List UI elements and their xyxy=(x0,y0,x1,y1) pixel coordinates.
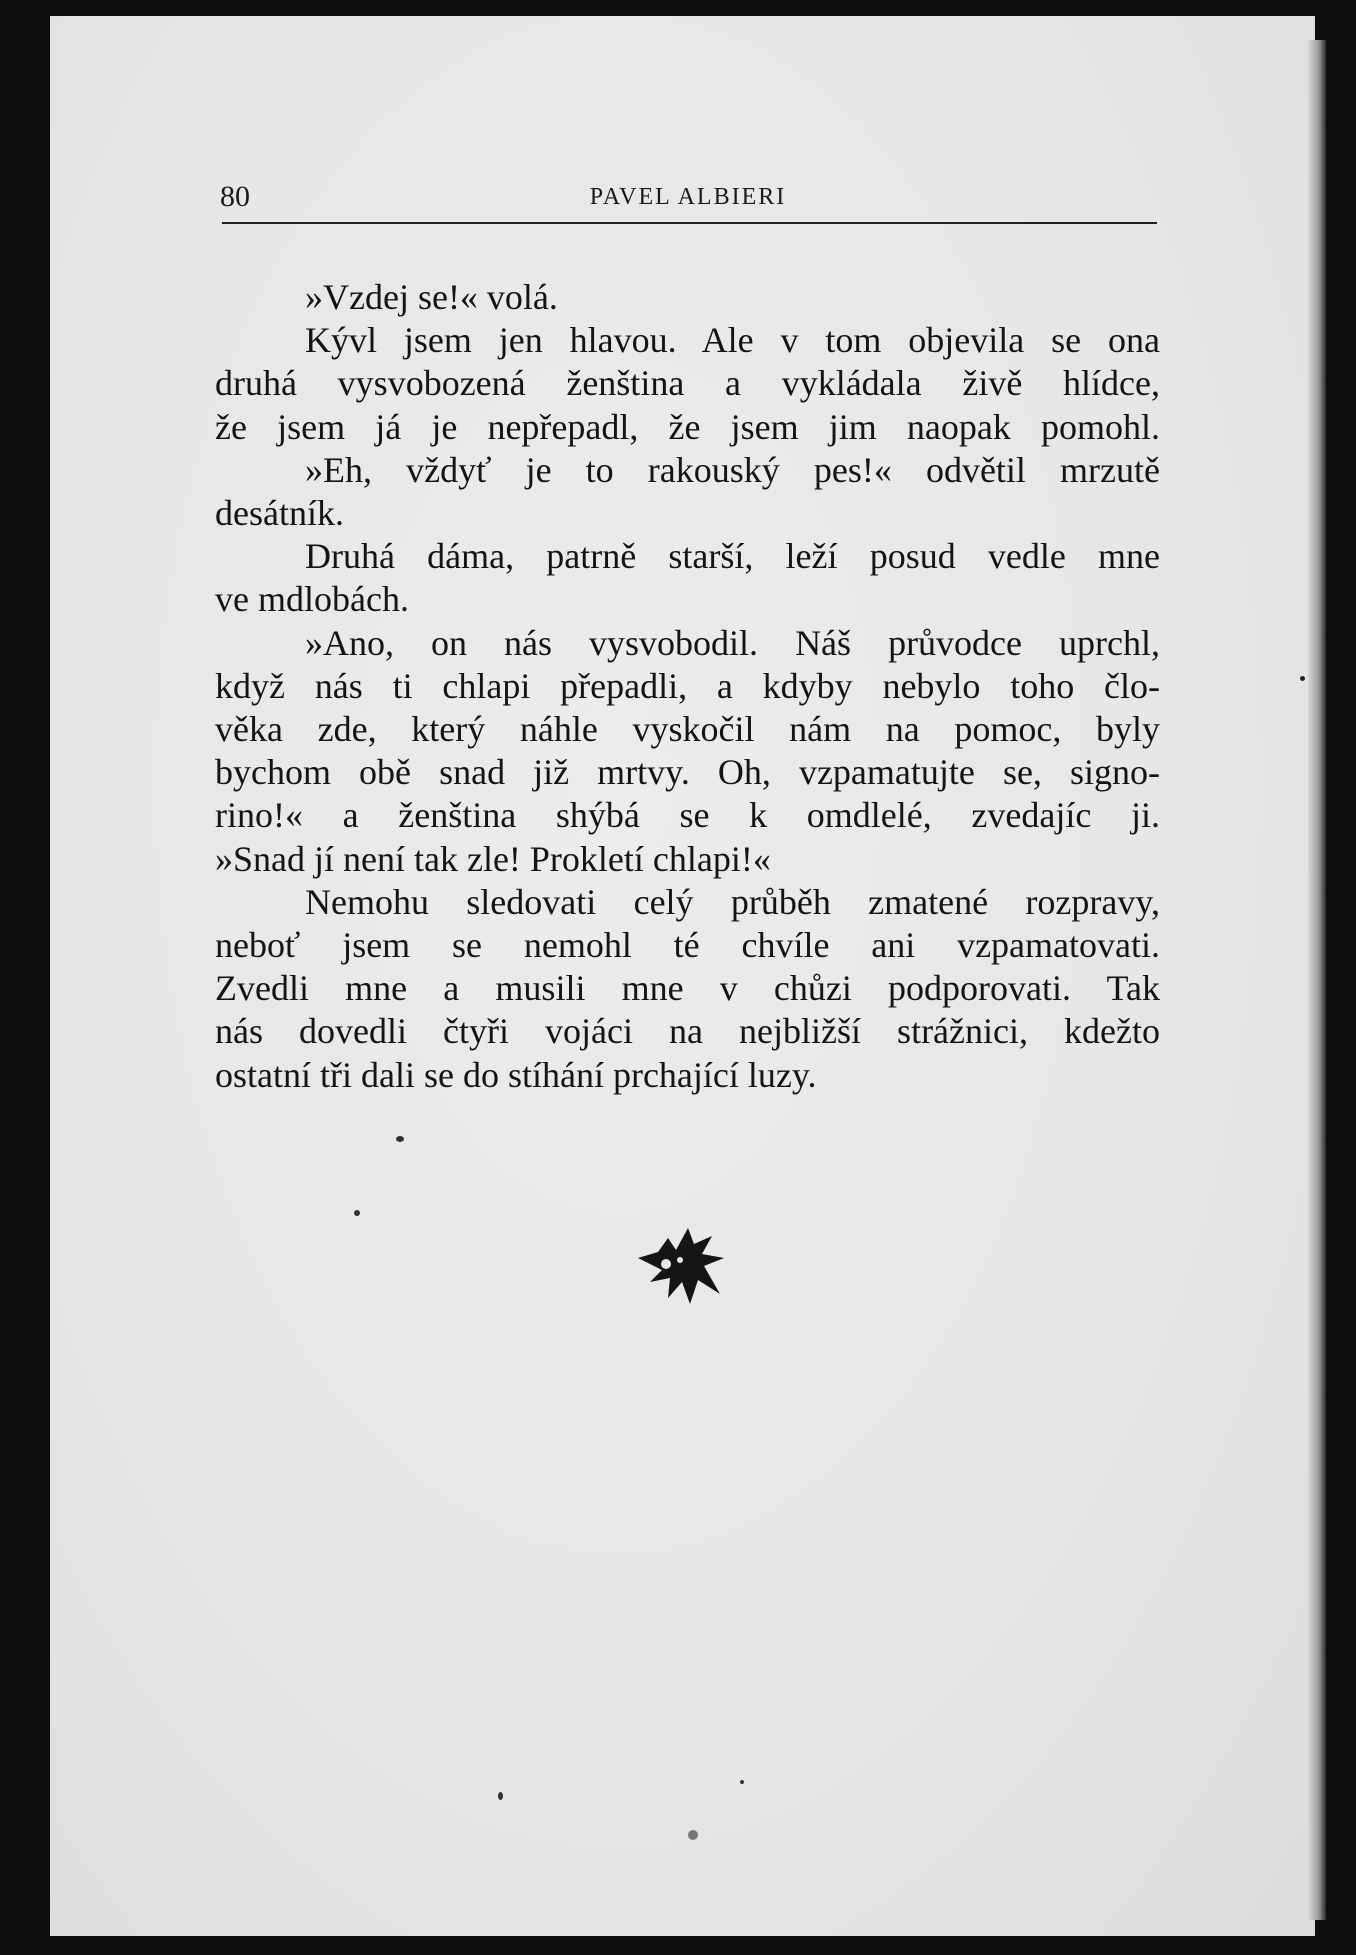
text-line: Kývl jsem jen hlavou. Ale v tom objevila se ona xyxy=(305,320,1160,361)
print-speck xyxy=(498,1792,503,1800)
text-line: »Snad jí není tak zle! Prokletí chlapi!« xyxy=(215,838,771,879)
text-line: ve mdlobách. xyxy=(215,579,409,620)
header-rule xyxy=(222,222,1157,224)
print-speck xyxy=(396,1136,404,1142)
page-edge-shadow xyxy=(1308,40,1326,1920)
text-line: nás dovedli čtyři vojáci na nejbližší strážnici, kdežto xyxy=(215,1011,1160,1052)
text-line: desátník. xyxy=(215,493,344,534)
text-line: Druhá dáma, patrně starší, leží posud vedle mne xyxy=(305,536,1160,577)
print-speck xyxy=(1300,676,1305,681)
text-line: rino!« a ženština shýbá se k omdlelé, zvedajíc ji. xyxy=(215,795,1160,836)
print-speck xyxy=(354,1210,360,1216)
page-header xyxy=(218,178,1158,224)
running-head: PAVEL ALBIERI xyxy=(589,184,787,210)
text-line: »Vzdej se!« volá. xyxy=(305,277,558,317)
text-line: když nás ti chlapi přepadli, a kdyby nebylo toho člo- xyxy=(215,665,1160,706)
text-line: ostatní tři dali se do stíhání prchající luzy. xyxy=(215,1054,817,1095)
bat-ornament-icon xyxy=(628,1218,738,1318)
text-line: druhá vysvobozená ženština a vykládala živě hlídce, xyxy=(215,363,1160,404)
text-line: bychom obě snad již mrtvy. Oh, vzpamatujte se, signo- xyxy=(215,752,1160,793)
text-line: Zvedli mne a musili mne v chůzi podporovati. Tak xyxy=(215,968,1160,1009)
print-speck xyxy=(740,1780,744,1784)
body-text xyxy=(215,276,1160,1097)
text-line: věka zde, který náhle vyskočil nám na pomoc, byly xyxy=(215,709,1160,750)
print-speck xyxy=(688,1830,698,1840)
text-line: »Eh, vždyť je to rakouský pes!« odvětil mrzutě xyxy=(305,449,1160,490)
text-line: Nemohu sledovati celý průběh zmatené rozpravy, xyxy=(305,881,1160,922)
text-line: »Ano, on nás vysvobodil. Náš průvodce uprchl, xyxy=(305,622,1160,663)
text-line: neboť jsem se nemohl té chvíle ani vzpamatovati. xyxy=(215,925,1160,966)
page-number: 80 xyxy=(220,180,250,213)
text-line: že jsem já je nepřepadl, že jsem jim naopak pomohl. xyxy=(215,406,1160,447)
